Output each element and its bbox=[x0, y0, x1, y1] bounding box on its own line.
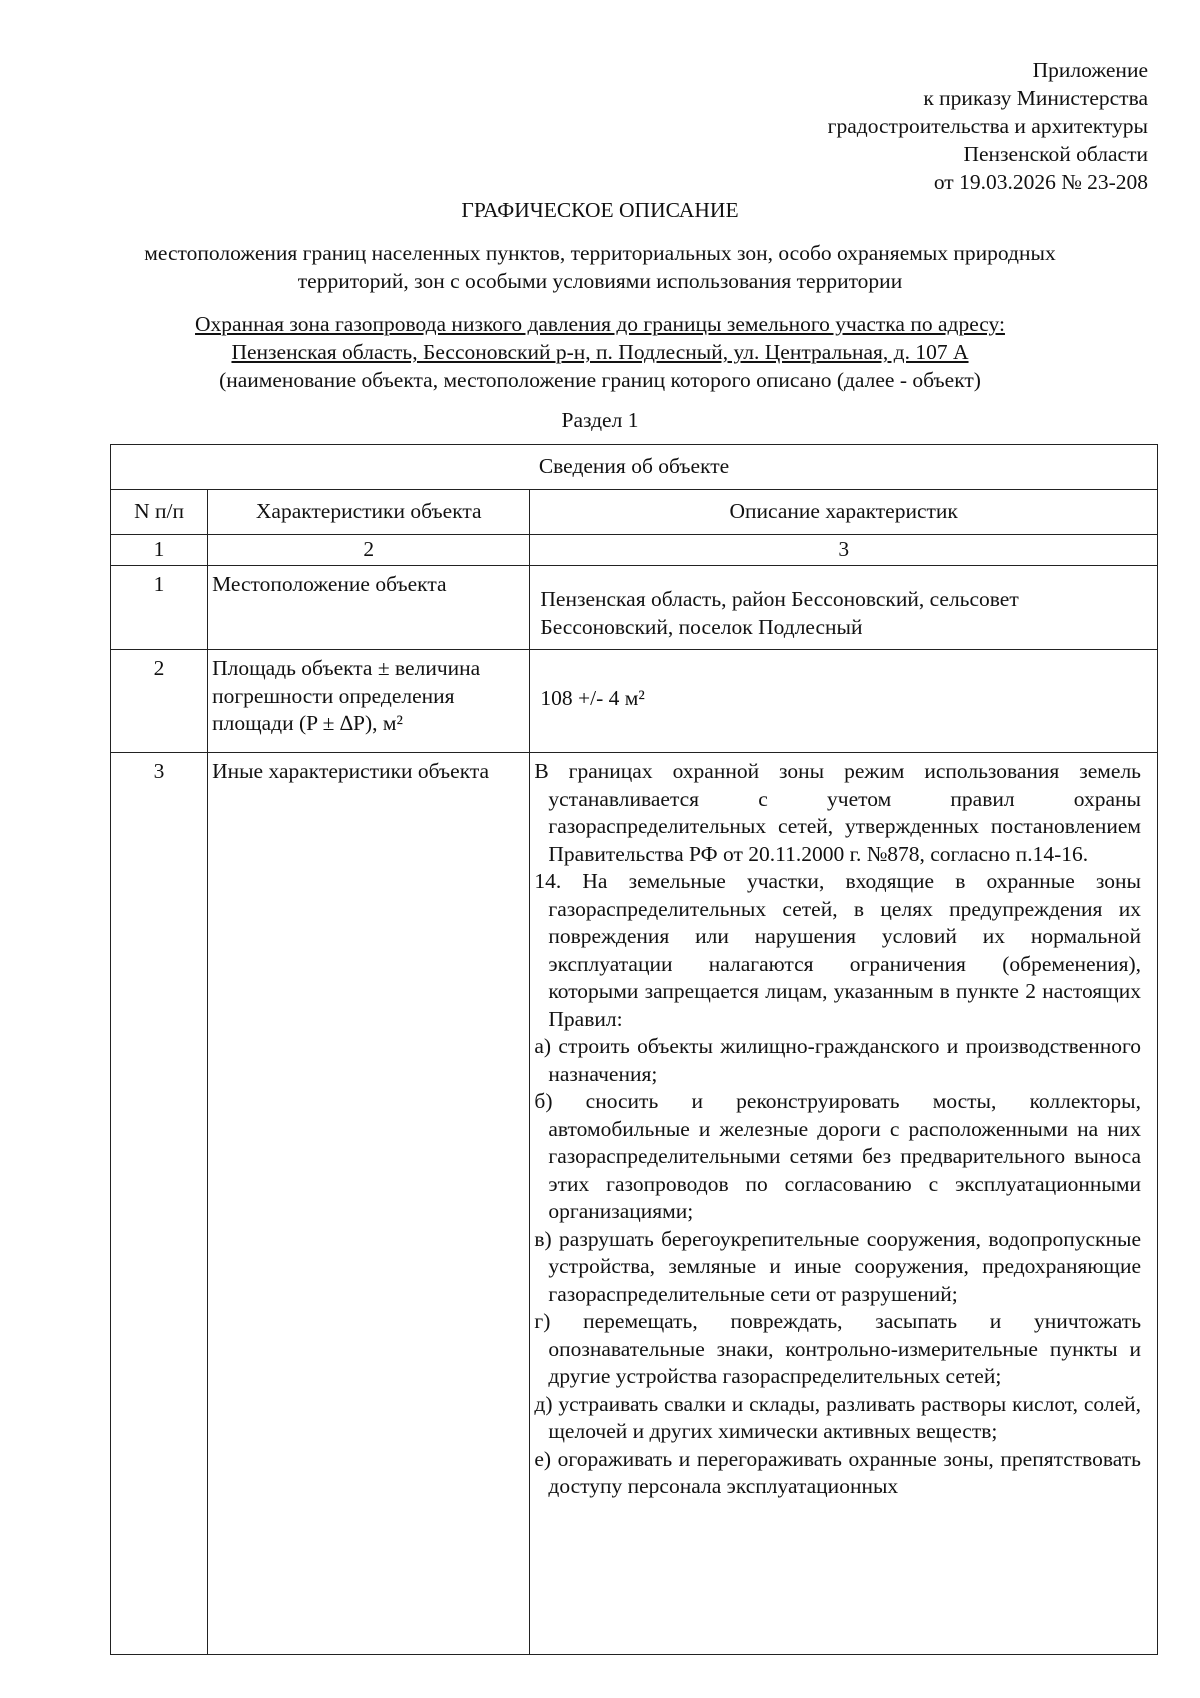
section-label: Раздел 1 bbox=[561, 408, 639, 432]
row-number: 2 bbox=[111, 650, 208, 753]
row-label: Иные характеристики объекта bbox=[208, 753, 530, 1655]
header-description: Описание характеристик bbox=[530, 490, 1158, 535]
appendix-order-date: от 19.03.2026 № 23-208 bbox=[933, 170, 1148, 194]
appendix-line: градостроительства и архитектуры bbox=[827, 114, 1148, 138]
header-number: N п/п bbox=[111, 490, 208, 535]
table-row bbox=[111, 753, 1158, 1655]
column-number: 1 bbox=[111, 535, 208, 566]
object-name-line: Охранная зона газопровода низкого давления до границы земельного участка по адресу: bbox=[195, 312, 1005, 336]
row-value: 108 +/- 4 м² bbox=[530, 650, 1158, 753]
header-characteristic: Характеристики объекта bbox=[208, 490, 530, 535]
row-value-paragraphs bbox=[530, 753, 1158, 1655]
object-name bbox=[100, 310, 1100, 366]
table-row bbox=[111, 566, 1158, 650]
paragraph: В границах охранной зоны режим использования земель устанавливается с учетом правил охраны газораспределительных сетей, утвержденных постановлением Правительства РФ от 20.11.2000 г. №878, согласно п.14-16. bbox=[534, 759, 1141, 866]
object-info-table bbox=[110, 444, 1158, 1655]
list-item: а) строить объекты жилищно-гражданского и производственного назначения; bbox=[534, 1034, 1141, 1086]
list-item: в) разрушать берегоукрепительные сооружения, водопропускные устройства, земляные и иные сооружения, предохраняющие газораспределительные сети от разрушений; bbox=[534, 1226, 1141, 1306]
appendix-block bbox=[628, 56, 1148, 196]
object-caption: (наименование объекта, местоположение границ которого описано (далее - объект) bbox=[219, 368, 981, 392]
object-address-line: Пензенская область, Бессоновский р-н, п. Подлесный, ул. Центральная, д. 107 А bbox=[231, 340, 969, 364]
list-item: д) устраивать свалки и склады, разливать растворы кислот, солей, щелочей и других химически активных веществ; bbox=[534, 1391, 1141, 1443]
row-label: Местоположение объекта bbox=[208, 566, 530, 650]
table-caption: Сведения об объекте bbox=[111, 445, 1158, 490]
appendix-line: к приказу Министерства bbox=[923, 86, 1148, 110]
appendix-line: Приложение bbox=[1032, 58, 1148, 82]
column-number: 3 bbox=[530, 535, 1158, 566]
list-item: б) сносить и реконструировать мосты, коллекторы, автомобильные и железные дороги с расположенными на них газораспределительными сетями без предварительного выноса этих газопроводов по согласованию с эксплуатационными организациями; bbox=[534, 1089, 1141, 1223]
document-subtitle: местоположения границ населенных пунктов, территориальных зон, особо охраняемых природных территорий, зон с особыми условиями использования территории bbox=[144, 241, 1056, 293]
table-row bbox=[111, 650, 1158, 753]
column-number: 2 bbox=[208, 535, 530, 566]
row-label: Площадь объекта ± величина погрешности определения площади (P ± ∆P), м² bbox=[208, 650, 530, 753]
table-caption-row bbox=[111, 445, 1158, 490]
row-number: 1 bbox=[111, 566, 208, 650]
list-item: г) перемещать, повреждать, засыпать и уничтожать опознавательные знаки, контрольно-измерительные пункты и другие устройства газораспределительных сетей; bbox=[534, 1309, 1141, 1388]
document-title: ГРАФИЧЕСКОЕ ОПИСАНИЕ bbox=[461, 198, 739, 222]
row-value: Пензенская область, район Бессоновский, сельсовет Бессоновский, поселок Подлесный bbox=[530, 566, 1158, 650]
row-number: 3 bbox=[111, 753, 208, 1655]
table-header-row bbox=[111, 490, 1158, 535]
column-numbers-row bbox=[111, 535, 1158, 566]
list-item: е) огораживать и перегораживать охранные зоны, препятствовать доступу персонала эксплуатационных bbox=[534, 1446, 1141, 1498]
paragraph: 14. На земельные участки, входящие в охранные зоны газораспределительных сетей, в целях предупреждения их повреждения или нарушения условий их нормальной эксплуатации налагаются ограничения (обременения), которыми запрещается лицам, указанным в пункте 2 настоящих Правил: bbox=[534, 869, 1141, 1031]
appendix-line: Пензенской области bbox=[963, 142, 1148, 166]
